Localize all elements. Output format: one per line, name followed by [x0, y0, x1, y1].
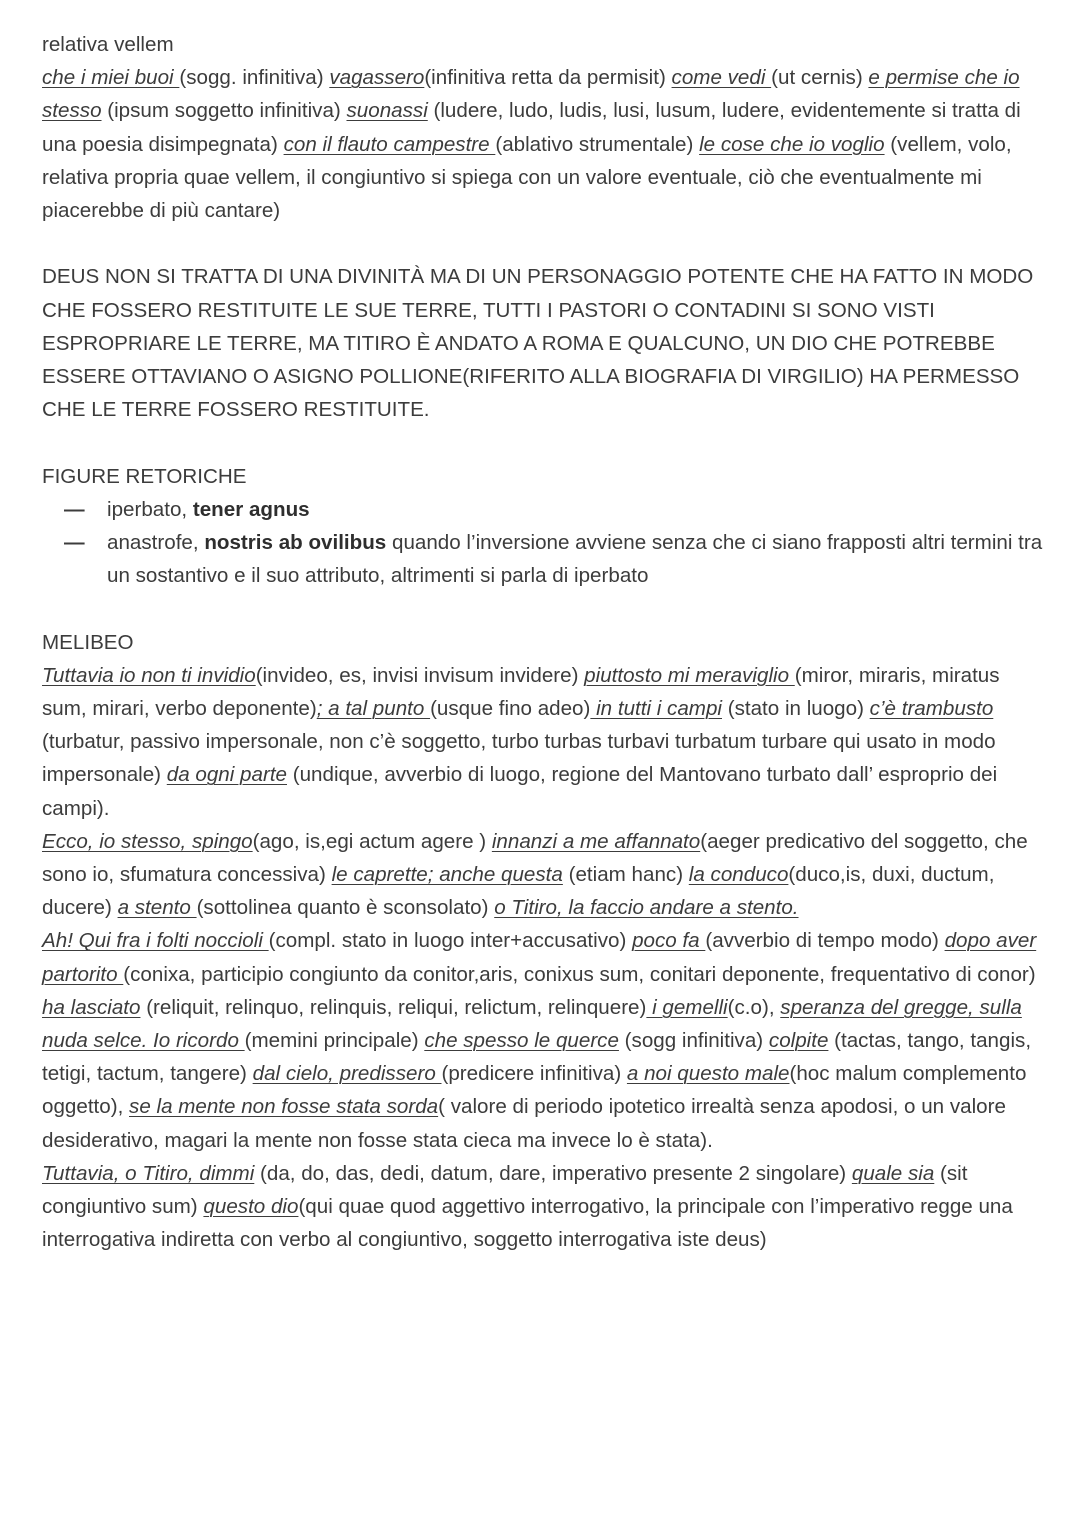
grammar-note: (hoc malum complemento oggetto),	[42, 1062, 1027, 1119]
notes-page	[42, 28, 1047, 1256]
grammar-note: (sogg. infinitiva)	[179, 66, 330, 90]
figure-note: quando l’inversione avviene senza che ci siano frapposti altri termini tra un sostantivo e il suo attributo, altrimenti si parla di iperbato	[107, 531, 1043, 588]
grammar-note: (turbatur, passivo impersonale, non c’è soggetto, turbo turbas turbavi turbatum turbare qui usato in modo impersonale)	[42, 730, 996, 787]
translation-phrase: piuttosto mi meraviglio	[584, 663, 795, 687]
grammar-note: (ut cernis)	[771, 66, 869, 90]
grammar-note: (predicere infinitiva)	[441, 1062, 627, 1086]
translation-phrase: se la mente non fosse stata sorda	[129, 1095, 439, 1119]
translation-phrase: quale sia	[851, 1161, 935, 1185]
translation-phrase: come vedi	[671, 66, 772, 90]
grammar-note: (avverbio di tempo modo)	[705, 929, 945, 953]
grammar-note: (usque fino adeo)	[430, 697, 591, 721]
figures-heading: FIGURE RETORICHE	[42, 464, 247, 488]
grammar-note: (aeger predicativo del soggetto, che sono io, sfumatura concessiva)	[42, 829, 1028, 887]
translation-phrase: con il flauto campestre	[283, 132, 496, 156]
translation-phrase: innanzi a me affannato	[491, 829, 701, 853]
figure-example: tener agnus	[192, 497, 310, 521]
grammar-note: (stato in luogo)	[722, 697, 870, 721]
grammar-note: (undique, avverbio di luogo, regione del Mantovano turbato dall’ esproprio dei campi).	[42, 763, 998, 820]
translation-phrase: Ecco, io stesso, spingo	[42, 829, 253, 853]
translation-phrase: c’è trambusto	[869, 697, 994, 721]
translation-phrase: i gemelli	[646, 995, 728, 1019]
translation-phrase: che spesso le querce	[424, 1029, 619, 1053]
translation-phrase: dal cielo, predissero	[252, 1062, 442, 1086]
speaker-label: MELIBEO	[42, 630, 134, 654]
translation-phrase: suonassi	[346, 99, 428, 123]
grammar-note: (da, do, das, dedi, datum, dare, imperativo presente 2 singolare)	[254, 1161, 852, 1185]
spacer	[42, 592, 1047, 625]
grammar-note: (ipsum soggetto infinitiva)	[101, 99, 347, 123]
translation-phrase: e permise che io stesso	[42, 66, 1020, 123]
grammar-note: (compl. stato in luogo inter+accusativo)	[268, 929, 633, 953]
figure-example: nostris ab ovilibus	[204, 531, 387, 555]
translation-paragraph	[42, 61, 1047, 227]
grammar-note: (vellem, volo, relativa propria quae vellem, il congiuntivo si spiega con un valore eventuale, ciò che eventualmente mi piacerebbe di più cantare)	[42, 132, 1012, 223]
translation-paragraph	[42, 825, 1047, 925]
grammar-note: (ablativo strumentale)	[495, 132, 700, 156]
translation-phrase: dopo aver partorito	[42, 929, 1037, 986]
grammar-note: (ago, is,egi actum agere )	[252, 829, 492, 853]
translation-phrase: in tutti i campi	[590, 697, 722, 721]
grammar-note: (infinitiva retta da permisit)	[424, 66, 672, 90]
grammar-note: (sit congiuntivo sum)	[42, 1161, 968, 1219]
figures-list	[42, 493, 1047, 593]
grammar-note: (sogg infinitiva)	[618, 1029, 769, 1053]
translation-phrase: le caprette; anche questa	[331, 863, 563, 887]
spacer	[42, 227, 1047, 260]
translation-phrase: poco fa	[632, 929, 706, 953]
translation-phrase: ; a tal punto	[316, 697, 431, 721]
dash-bullet: —	[64, 497, 85, 521]
translation-phrase: la conduco	[688, 863, 789, 887]
translation-phrase: vagassero	[329, 66, 425, 90]
list-item	[42, 493, 1047, 526]
spacer	[42, 426, 1047, 459]
grammar-note: (miror, miraris, miratus sum, mirari, verbo deponente)	[42, 663, 1000, 721]
grammar-note: ( valore di periodo ipotetico irrealtà senza apodosi, o un valore desiderativo, magari la mente non fosse stata cieca ma invece lo è stata).	[42, 1095, 1006, 1152]
grammar-note: (sottolinea quanto è sconsolato)	[196, 896, 495, 920]
dash-bullet: —	[64, 531, 85, 555]
figure-name: iperbato,	[107, 497, 193, 521]
translation-phrase: speranza del gregge, sulla nuda selce. Io ricordo	[42, 995, 1022, 1053]
translation-phrase: o Titiro, la faccio andare a stento.	[494, 896, 799, 920]
translation-phrase: che i miei buoi	[42, 66, 180, 90]
translation-phrase: colpite	[768, 1029, 829, 1053]
translation-phrase: Tuttavia, o Titiro, dimmi	[42, 1161, 255, 1185]
translation-phrase: a noi questo male	[626, 1062, 790, 1086]
translation-phrase: ha lasciato	[42, 995, 141, 1019]
intro-line: relativa vellem	[42, 33, 174, 56]
translation-paragraph	[42, 1157, 1047, 1257]
translation-phrase: da ogni parte	[166, 763, 287, 787]
translation-phrase: a stento	[117, 896, 197, 920]
deus-note: DEUS NON SI TRATTA DI UNA DIVINITÀ MA DI UN PERSONAGGIO POTENTE CHE HA FATTO IN MODO CHE FOSSERO RESTITUITE LE SUE TERRE, TUTTI I PASTORI O CONTADINI SI SONO VISTI ESPROPRIARE LE TERRE, MA TITIRO È ANDATO A ROMA E QUALCUNO, UN DIO CHE POTREBBE ESSERE OTTAVIANO O ASIGNO POLLIONE(RIFERITO ALLA BIOGRAFIA DI VIRGILIO) HA PERMESSO CHE LE TERRE FOSSERO RESTITUITE.	[42, 265, 1034, 422]
grammar-note: (tactas, tango, tangis, tetigi, tactum, tangere)	[42, 1029, 1032, 1086]
grammar-note: (etiam hanc)	[562, 863, 689, 887]
list-item	[42, 526, 1047, 592]
grammar-note: (ludere, ludo, ludis, lusi, lusum, ludere, evidentemente si tratta di una poesia disimpegnata)	[42, 99, 1021, 156]
grammar-note: (conixa, participio congiunto da conitor,aris, conixus sum, conitari deponente, frequentativo di conor)	[123, 962, 1036, 986]
grammar-note: (reliquit, relinquo, relinquis, reliqui, relictum, relinquere)	[140, 995, 647, 1019]
figure-name: anastrofe,	[107, 531, 205, 555]
translation-phrase: questo dio	[203, 1195, 299, 1219]
translation-paragraph	[42, 924, 1047, 1156]
grammar-note: (memini principale)	[244, 1029, 425, 1053]
grammar-note: (duco,is, duxi, ductum, ducere)	[42, 863, 995, 920]
grammar-note: (qui quae quod aggettivo interrogativo, la principale con l’imperativo regge una interrogativa indiretta con verbo al congiuntivo, soggetto interrogativa iste deus)	[42, 1195, 1013, 1252]
grammar-note: (invideo, es, invisi invisum invidere)	[255, 663, 585, 687]
grammar-note: (c.o),	[727, 995, 781, 1019]
translation-phrase: Ah! Qui fra i folti noccioli	[42, 929, 269, 953]
translation-phrase: Tuttavia io non ti invidio	[42, 663, 256, 687]
translation-phrase: le cose che io voglio	[699, 132, 885, 156]
translation-paragraph	[42, 659, 1047, 825]
